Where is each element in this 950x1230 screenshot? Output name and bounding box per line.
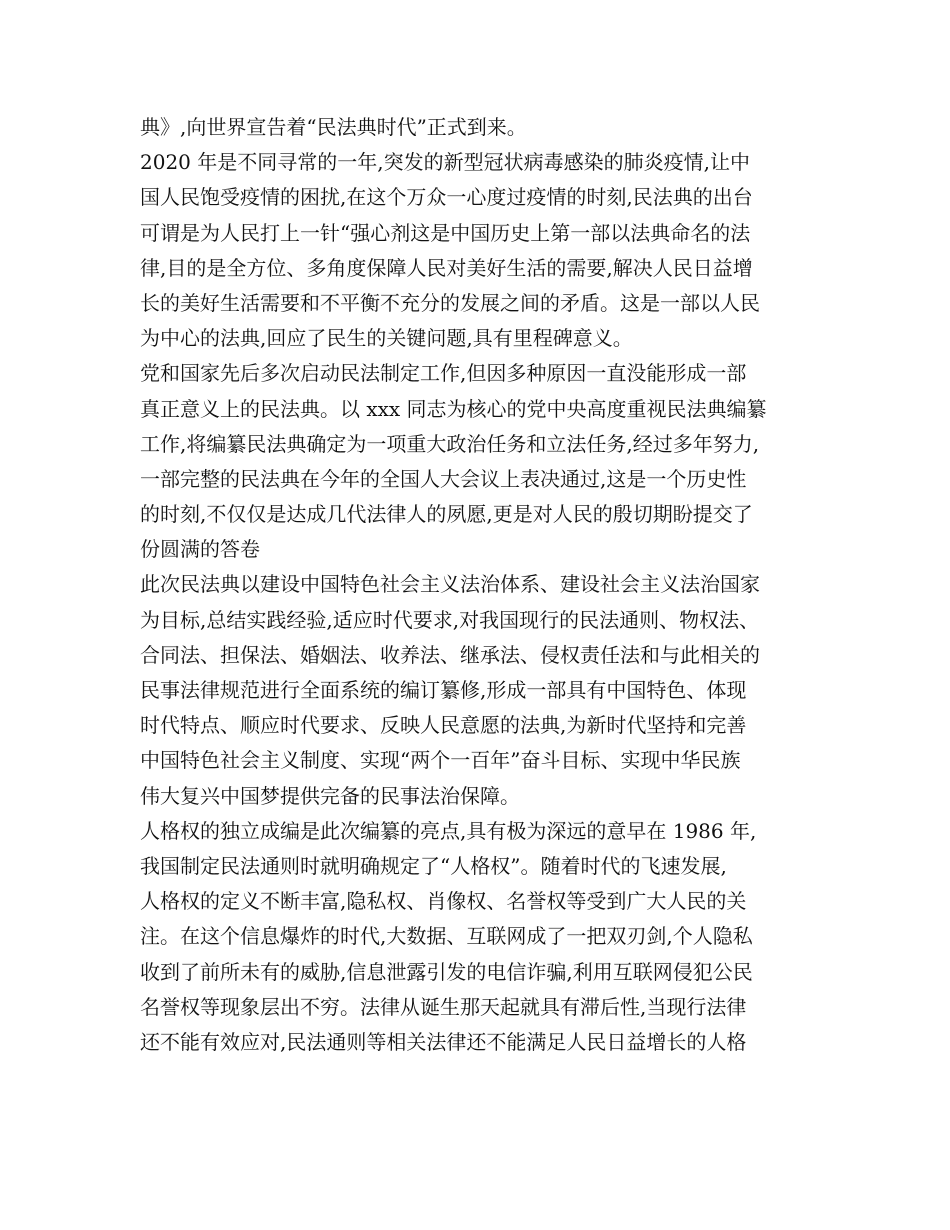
text-line: 2020 年是不同寻常的一年,突发的新型冠状病毒感染的肺炎疫情,让中	[140, 150, 750, 175]
text-line: 时代特点、顺应时代要求、反映人民意愿的法典,为新时代坚持和完善	[140, 713, 747, 738]
document-body	[140, 110, 820, 1060]
text-line: 伟大复兴中国梦提供完备的民事法治保障。	[140, 783, 520, 808]
text-line: 中国特色社会主义制度、实现“两个一百年”奋斗目标、实现中华民族	[140, 748, 741, 773]
text-line: 长的美好生活需要和不平衡不充分的发展之间的矛盾。这是一部以人民	[140, 290, 760, 315]
text-line: 真正意义上的民法典。以 xxx 同志为核心的党中央高度重视民法典编纂	[140, 396, 767, 421]
text-line: 律,目的是全方位、多角度保障人民对美好生活的需要,解决人民日益增	[140, 255, 753, 280]
text-line: 民事法律规范进行全面系统的编订纂修,形成一部具有中国特色、体现	[140, 678, 747, 702]
text-line: 一部完整的民法典在今年的全国人大会议上表决通过,这是一个历史性	[140, 466, 747, 491]
text-line: 我国制定民法通则时就明确规定了“人格权”。随着时代的飞速发展,	[140, 853, 727, 878]
text-line: 还不能有效应对,民法通则等相关法律还不能满足人民日益增长的人格	[140, 1029, 747, 1054]
text-line: 收到了前所未有的威胁,信息泄露引发的电信诈骗,利用互联网侵犯公民	[140, 959, 753, 984]
text-line: 为中心的法典,回应了民生的关键问题,具有里程碑意义。	[140, 326, 633, 351]
text-line: 份圆满的答卷	[140, 537, 260, 562]
text-line: 可谓是为人民打上一针“强心剂这是中国历史上第一部以法典命名的法	[140, 220, 751, 245]
text-line: 工作,将编纂民法典确定为一项重大政治任务和立法任务,经过多年努力,	[140, 431, 760, 456]
text-line: 党和国家先后多次启动民法制定工作,但因多种原因一直没能形成一部	[140, 361, 747, 386]
text-line: 典》,向世界宣告着“民法典时代”正式到来。	[140, 115, 527, 139]
text-line: 合同法、担保法、婚姻法、收养法、继承法、侵权责任法和与此相关的	[140, 642, 760, 667]
text-line: 名誉权等现象层出不穷。法律从诞生那天起就具有滞后性,当现行法律	[140, 994, 747, 1019]
text-line: 人格权的独立成编是此次编纂的亮点,具有极为深远的意早在 1986 年,	[140, 818, 757, 843]
text-line: 国人民饱受疫情的困扰,在这个万众一心度过疫情的时刻,民法典的出台	[140, 185, 753, 210]
text-line: 的时刻,不仅仅是达成几代法律人的夙愿,更是对人民的殷切期盼提交了	[140, 502, 753, 527]
text-line: 为目标,总结实践经验,适应时代要求,对我国现行的民法通则、物权法、	[140, 607, 760, 632]
text-line: 注。在这个信息爆炸的时代,大数据、互联网成了一把双刃剑,个人隐私	[140, 924, 753, 949]
text-line: 人格权的定义不断丰富,隐私权、肖像权、名誉权等受到广大人民的关	[140, 889, 747, 914]
text-line: 此次民法典以建设中国特色社会主义法治体系、建设社会主义法治国家	[140, 572, 760, 597]
